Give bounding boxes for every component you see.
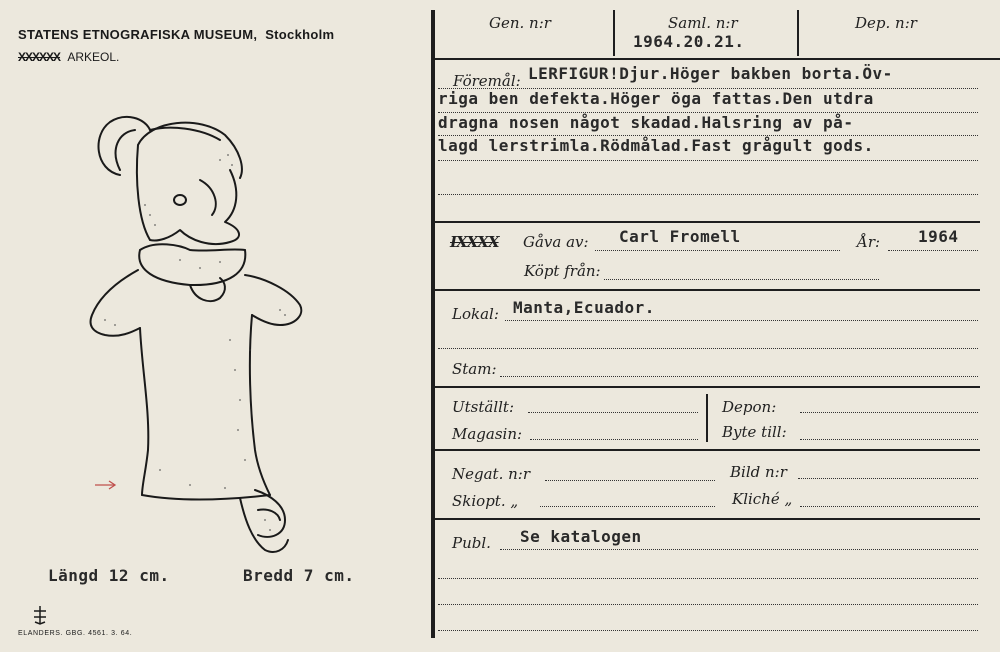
dotted-line bbox=[595, 250, 840, 251]
dotted-line bbox=[528, 412, 698, 413]
divider bbox=[433, 221, 980, 223]
divider bbox=[433, 386, 980, 388]
dotted-line bbox=[438, 194, 978, 195]
gava-label: Gåva av: bbox=[523, 233, 589, 251]
department: XXXXXX ARKEOL. bbox=[18, 50, 120, 64]
divider bbox=[433, 518, 980, 520]
foremal-line-1: LERFIGUR!Djur.Höger bakben borta.Öv- bbox=[528, 64, 893, 83]
dotted-line bbox=[438, 88, 978, 89]
kliche-label: Kliché „ bbox=[732, 490, 793, 508]
lokal-label: Lokal: bbox=[452, 305, 499, 323]
dotted-line bbox=[438, 348, 978, 349]
divider bbox=[706, 394, 708, 442]
publ-value: Se katalogen bbox=[520, 527, 642, 546]
dotted-line bbox=[545, 480, 715, 481]
figure-width: Bredd 7 cm. bbox=[243, 566, 355, 585]
stam-label: Stam: bbox=[452, 360, 497, 378]
publ-label: Publ. bbox=[452, 534, 491, 552]
printer-imprint: ELANDERS. GBG. 4561. 3. 64. bbox=[18, 630, 133, 637]
printer-logo-icon bbox=[30, 604, 50, 626]
foremal-line-2: riga ben defekta.Höger öga fattas.Den utdra bbox=[438, 89, 874, 108]
foremal-label: Föremål: bbox=[453, 72, 521, 90]
dotted-line bbox=[798, 478, 978, 479]
byte-till-label: Byte till: bbox=[722, 423, 787, 441]
dotted-line bbox=[438, 604, 978, 605]
dotted-line bbox=[505, 320, 978, 321]
dotted-line bbox=[540, 506, 715, 507]
bild-nr-label: Bild n:r bbox=[730, 463, 787, 481]
saml-nr-value: 1964.20.21. bbox=[633, 32, 745, 51]
dotted-line bbox=[438, 578, 978, 579]
dotted-line bbox=[438, 112, 978, 113]
depon-label: Depon: bbox=[722, 398, 777, 416]
dotted-line bbox=[500, 376, 978, 377]
lokal-value: Manta,Ecuador. bbox=[513, 298, 655, 317]
dotted-line bbox=[438, 630, 978, 631]
dep-nr-label: Dep. n:r bbox=[855, 14, 917, 32]
arrow-icon bbox=[93, 479, 119, 491]
negat-nr-label: Negat. n:r bbox=[452, 465, 530, 483]
magasin-label: Magasin: bbox=[452, 425, 523, 443]
dotted-line bbox=[604, 279, 879, 280]
skiopt-label: Skiopt. „ bbox=[452, 492, 519, 510]
clay-figure-drawing bbox=[80, 110, 310, 560]
foremal-line-3: dragna nosen något skadad.Halsring av på- bbox=[438, 113, 854, 132]
dotted-line bbox=[888, 250, 978, 251]
divider bbox=[433, 449, 980, 451]
kopt-fran-label: Köpt från: bbox=[524, 262, 601, 280]
dotted-line bbox=[530, 439, 698, 440]
ar-value: 1964 bbox=[918, 227, 959, 246]
figure-length: Längd 12 cm. bbox=[48, 566, 170, 585]
dotted-line bbox=[800, 506, 978, 507]
dotted-line bbox=[800, 439, 978, 440]
divider bbox=[433, 58, 1000, 60]
divider bbox=[433, 289, 980, 291]
museum-name: STATENS ETNOGRAFISKA MUSEUM, Stockholm bbox=[18, 27, 335, 42]
dotted-line bbox=[438, 160, 978, 161]
dotted-line bbox=[500, 549, 978, 550]
dotted-line bbox=[800, 412, 978, 413]
gava-value: Carl Fromell bbox=[619, 227, 741, 246]
utstallt-label: Utställt: bbox=[452, 398, 515, 416]
inkop-struck: IXXXX bbox=[450, 233, 499, 251]
saml-nr-label: Saml. n:r bbox=[668, 14, 738, 32]
ar-label: År: bbox=[857, 233, 881, 251]
gen-nr-label: Gen. n:r bbox=[489, 14, 551, 32]
divider bbox=[797, 10, 799, 56]
divider bbox=[613, 10, 615, 56]
foremal-line-4: lagd lerstrimla.Rödmålad.Fast grågult gods. bbox=[438, 136, 874, 155]
dotted-line bbox=[438, 135, 978, 136]
card-left-border bbox=[431, 10, 435, 638]
